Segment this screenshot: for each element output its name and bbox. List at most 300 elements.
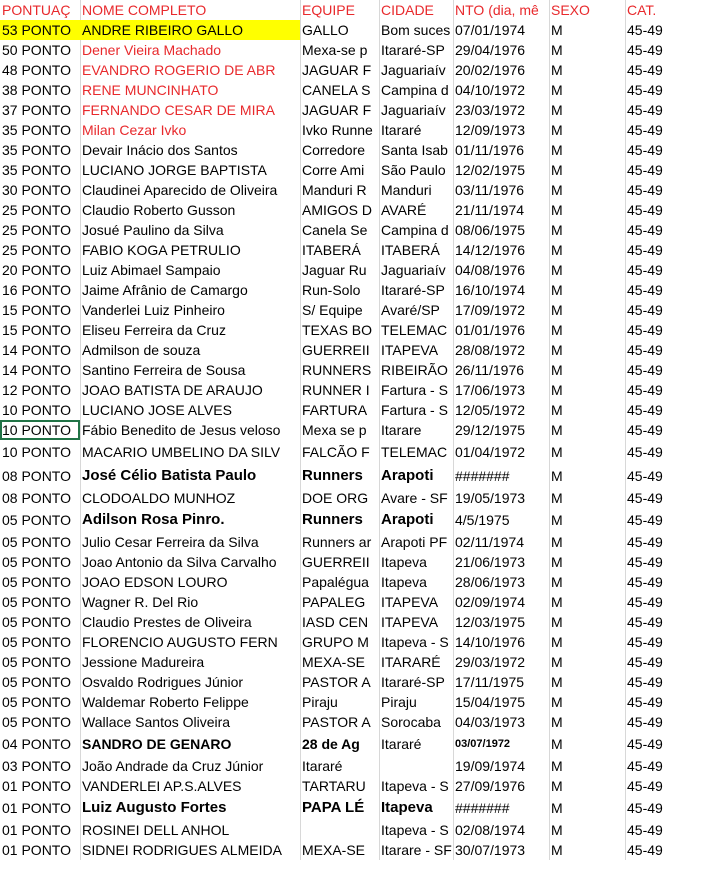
- header-cell-nome[interactable]: NOME COMPLETO: [82, 2, 207, 18]
- city-cell[interactable]: Sorocaba: [381, 714, 441, 730]
- category-cell[interactable]: 45-49: [627, 242, 663, 258]
- category-cell[interactable]: 45-49: [627, 42, 663, 58]
- category-cell[interactable]: 45-49: [627, 82, 663, 98]
- name-cell[interactable]: ANDRE RIBEIRO GALLO: [80, 20, 300, 40]
- points-cell[interactable]: 01 PONTO: [2, 842, 71, 858]
- category-cell[interactable]: 45-49: [627, 102, 663, 118]
- sex-cell[interactable]: M: [551, 102, 563, 118]
- points-cell[interactable]: 14 PONTO: [2, 342, 71, 358]
- birthdate-cell[interactable]: 29/04/1976: [455, 42, 526, 58]
- city-cell[interactable]: ITAPEVA: [381, 594, 439, 610]
- name-cell[interactable]: Admilson de souza: [82, 342, 201, 358]
- name-cell[interactable]: Vanderlei Luiz Pinheiro: [82, 302, 225, 318]
- points-cell[interactable]: 30 PONTO: [2, 182, 71, 198]
- team-cell[interactable]: Corredore: [302, 142, 366, 158]
- points-cell[interactable]: 05 PONTO: [2, 694, 71, 710]
- points-cell[interactable]: 14 PONTO: [2, 362, 71, 378]
- sex-cell[interactable]: M: [551, 714, 563, 730]
- sex-cell[interactable]: M: [551, 758, 563, 774]
- team-cell[interactable]: MEXA-SE: [302, 654, 366, 670]
- table-row: [0, 220, 670, 240]
- team-cell[interactable]: [300, 820, 379, 840]
- sex-cell[interactable]: M: [551, 694, 563, 710]
- city-cell[interactable]: Arapoti: [381, 511, 434, 528]
- category-cell[interactable]: 45-49: [627, 382, 663, 398]
- birthdate-cell[interactable]: 04/10/1972: [455, 82, 526, 98]
- category-cell[interactable]: 45-49: [627, 182, 663, 198]
- city-cell[interactable]: Itapeva - S: [381, 822, 449, 838]
- team-cell[interactable]: RUNNERS: [302, 362, 372, 378]
- table-row: [0, 300, 670, 320]
- birthdate-cell[interactable]: 04/08/1976: [455, 262, 526, 278]
- category-cell[interactable]: 45-49: [627, 468, 663, 484]
- points-cell[interactable]: 05 PONTO: [2, 674, 71, 690]
- city-cell[interactable]: São Paulo: [381, 162, 446, 178]
- points-cell[interactable]: 16 PONTO: [2, 282, 71, 298]
- category-cell[interactable]: 45-49: [627, 222, 663, 238]
- points-cell[interactable]: 20 PONTO: [2, 262, 71, 278]
- city-cell[interactable]: Santa Isab: [381, 142, 448, 158]
- points-cell[interactable]: 08 PONTO: [2, 490, 71, 506]
- table-row: [0, 552, 670, 572]
- team-cell[interactable]: GALLO: [302, 22, 349, 38]
- category-cell[interactable]: 45-49: [627, 842, 663, 858]
- team-cell[interactable]: Manduri R: [302, 182, 367, 198]
- city-cell[interactable]: Itararé-SP: [381, 282, 445, 298]
- points-cell[interactable]: 08 PONTO: [2, 468, 71, 484]
- city-cell[interactable]: Itararé: [381, 736, 422, 752]
- birthdate-cell[interactable]: 16/10/1974: [455, 282, 526, 298]
- points-cell[interactable]: 04 PONTO: [2, 736, 71, 752]
- sex-cell[interactable]: M: [551, 202, 563, 218]
- sex-cell[interactable]: M: [551, 302, 563, 318]
- birthdate-cell[interactable]: 28/08/1972: [455, 342, 526, 358]
- sex-cell[interactable]: M: [551, 512, 563, 528]
- city-cell[interactable]: Itapeva: [381, 574, 427, 590]
- name-cell[interactable]: Osvaldo Rodrigues Júnior: [82, 674, 244, 690]
- name-cell[interactable]: Milan Cezar Ivko: [82, 122, 187, 138]
- team-cell[interactable]: RUNNER I: [302, 382, 370, 398]
- team-cell[interactable]: PAPALEG: [302, 594, 366, 610]
- category-cell[interactable]: 45-49: [627, 800, 663, 816]
- points-cell[interactable]: 35 PONTO: [2, 122, 71, 138]
- category-cell[interactable]: 45-49: [627, 422, 663, 438]
- category-cell[interactable]: 45-49: [627, 22, 663, 38]
- sex-cell[interactable]: M: [551, 222, 563, 238]
- category-cell[interactable]: 45-49: [627, 322, 663, 338]
- name-cell[interactable]: Fábio Benedito de Jesus veloso: [82, 422, 281, 438]
- team-cell[interactable]: Ivko Runne: [302, 122, 373, 138]
- sex-cell[interactable]: M: [551, 594, 563, 610]
- team-cell[interactable]: Jaguar Ru: [302, 262, 367, 278]
- city-cell[interactable]: Campina d: [381, 82, 449, 98]
- city-cell[interactable]: RIBEIRÃO: [381, 362, 448, 378]
- city-cell[interactable]: TELEMAC: [381, 444, 448, 460]
- sex-cell[interactable]: M: [551, 822, 563, 838]
- name-cell[interactable]: SIDNEI RODRIGUES ALMEIDA: [82, 842, 282, 858]
- birthdate-cell[interactable]: 21/06/1973: [455, 554, 526, 570]
- team-cell[interactable]: MEXA-SE: [302, 842, 366, 858]
- name-cell[interactable]: LUCIANO JORGE BAPTISTA: [82, 162, 267, 178]
- sex-cell[interactable]: M: [551, 614, 563, 630]
- team-cell[interactable]: GUERREII: [302, 342, 370, 358]
- category-cell[interactable]: 45-49: [627, 512, 663, 528]
- city-cell[interactable]: Itapeva - S: [381, 778, 449, 794]
- name-cell[interactable]: Claudinei Aparecido de Oliveira: [82, 182, 278, 198]
- sex-cell[interactable]: M: [551, 42, 563, 58]
- name-cell[interactable]: SANDRO DE GENARO: [82, 736, 232, 752]
- sex-cell[interactable]: M: [551, 574, 563, 590]
- points-cell[interactable]: 38 PONTO: [2, 82, 71, 98]
- birthdate-cell[interactable]: 12/03/1975: [455, 614, 526, 630]
- sex-cell[interactable]: M: [551, 22, 563, 38]
- points-cell[interactable]: 50 PONTO: [2, 42, 71, 58]
- city-cell[interactable]: Piraju: [381, 694, 417, 710]
- city-cell[interactable]: Campina d: [381, 222, 449, 238]
- birthdate-cell[interactable]: 12/05/1972: [455, 402, 526, 418]
- city-cell[interactable]: Jaguariaív: [381, 262, 446, 278]
- sex-cell[interactable]: M: [551, 322, 563, 338]
- sex-cell[interactable]: M: [551, 800, 563, 816]
- header-cell-sexo[interactable]: SEXO: [551, 2, 590, 18]
- sex-cell[interactable]: M: [551, 674, 563, 690]
- points-cell[interactable]: 05 PONTO: [2, 512, 71, 528]
- city-cell[interactable]: Fartura - S: [381, 402, 448, 418]
- team-cell[interactable]: AMIGOS D: [302, 202, 373, 218]
- points-cell[interactable]: 01 PONTO: [2, 800, 71, 816]
- city-cell[interactable]: Arapoti: [381, 467, 434, 484]
- category-cell[interactable]: 45-49: [627, 614, 663, 630]
- points-cell[interactable]: 05 PONTO: [2, 714, 71, 730]
- team-cell[interactable]: Runners: [302, 467, 363, 484]
- category-cell[interactable]: 45-49: [627, 594, 663, 610]
- birthdate-cell[interactable]: 01/01/1976: [455, 322, 526, 338]
- header-cell-pontuacao[interactable]: PONTUAÇ: [2, 2, 71, 18]
- team-cell[interactable]: Papalégua: [302, 574, 369, 590]
- city-cell[interactable]: Bom suces: [381, 22, 451, 38]
- city-cell[interactable]: AVARÉ: [381, 202, 427, 218]
- team-cell[interactable]: IASD CEN: [302, 614, 369, 630]
- table-row: [0, 440, 670, 464]
- birthdate-cell[interactable]: 02/09/1974: [455, 594, 526, 610]
- birthdate-cell[interactable]: 08/06/1975: [455, 222, 526, 238]
- birthdate-cell[interactable]: #######: [455, 800, 510, 816]
- name-cell[interactable]: EVANDRO ROGERIO DE ABR: [82, 62, 276, 78]
- category-cell[interactable]: 45-49: [627, 122, 663, 138]
- sex-cell[interactable]: M: [551, 62, 563, 78]
- birthdate-cell[interactable]: 01/04/1972: [455, 444, 526, 460]
- name-cell[interactable]: Luiz Abimael Sampaio: [82, 262, 221, 278]
- team-cell[interactable]: DOE ORG: [302, 490, 369, 506]
- category-cell[interactable]: 45-49: [627, 490, 663, 506]
- city-cell[interactable]: Itararé: [381, 122, 422, 138]
- category-cell[interactable]: 45-49: [627, 694, 663, 710]
- team-cell[interactable]: PASTOR A: [302, 714, 371, 730]
- sex-cell[interactable]: M: [551, 122, 563, 138]
- birthdate-cell[interactable]: 17/11/1975: [455, 674, 525, 690]
- team-cell[interactable]: Canela Se: [302, 222, 368, 238]
- sex-cell[interactable]: M: [551, 654, 563, 670]
- points-cell[interactable]: 15 PONTO: [2, 322, 71, 338]
- table-row: [0, 464, 670, 488]
- category-cell[interactable]: 45-49: [627, 162, 663, 178]
- birthdate-cell[interactable]: 19/09/1974: [455, 758, 526, 774]
- name-cell[interactable]: Adilson Rosa Pinro.: [82, 511, 225, 528]
- category-cell[interactable]: 45-49: [627, 674, 663, 690]
- points-cell[interactable]: 03 PONTO: [2, 758, 71, 774]
- birthdate-cell[interactable]: #######: [455, 468, 510, 484]
- name-cell[interactable]: FABIO KOGA PETRULIO: [82, 242, 241, 258]
- city-cell[interactable]: Arapoti PF: [381, 534, 448, 550]
- name-cell[interactable]: FLORENCIO AUGUSTO FERN: [82, 634, 278, 650]
- birthdate-cell[interactable]: 23/03/1972: [455, 102, 526, 118]
- city-cell[interactable]: ITAPEVA: [381, 614, 439, 630]
- category-cell[interactable]: 45-49: [627, 634, 663, 650]
- category-cell[interactable]: 45-49: [627, 202, 663, 218]
- header-cell-categoria[interactable]: CAT.: [627, 2, 657, 18]
- team-cell[interactable]: TARTARU: [302, 778, 366, 794]
- city-cell[interactable]: Jaguariaív: [381, 62, 446, 78]
- name-cell[interactable]: Josué Paulino da Silva: [82, 222, 224, 238]
- sex-cell[interactable]: M: [551, 262, 563, 278]
- name-cell[interactable]: Wallace Santos Oliveira: [82, 714, 231, 730]
- sex-cell[interactable]: M: [551, 490, 563, 506]
- name-cell[interactable]: MACARIO UMBELINO DA SILV: [82, 444, 281, 460]
- name-cell[interactable]: Santino Ferreira de Sousa: [82, 362, 246, 378]
- category-cell[interactable]: 45-49: [627, 282, 663, 298]
- name-cell[interactable]: Jessione Madureira: [82, 654, 205, 670]
- team-cell[interactable]: TEXAS BO: [302, 322, 373, 338]
- city-cell[interactable]: ITAPEVA: [381, 342, 439, 358]
- name-cell[interactable]: VANDERLEI AP.S.ALVES: [82, 778, 242, 794]
- points-cell[interactable]: 53 PONTO: [0, 20, 80, 40]
- city-cell[interactable]: Itararé-SP: [381, 42, 445, 58]
- points-cell[interactable]: 25 PONTO: [2, 222, 71, 238]
- sex-cell[interactable]: M: [551, 402, 563, 418]
- birthdate-cell[interactable]: 26/11/1976: [455, 362, 525, 378]
- points-cell[interactable]: 01 PONTO: [2, 778, 71, 794]
- sex-cell[interactable]: M: [551, 162, 563, 178]
- team-cell[interactable]: Runners ar: [302, 534, 372, 550]
- points-cell[interactable]: 10 PONTO: [2, 402, 71, 418]
- points-cell[interactable]: 25 PONTO: [2, 202, 71, 218]
- name-cell[interactable]: Julio Cesar Ferreira da Silva: [82, 534, 259, 550]
- points-cell[interactable]: 10 PONTO: [0, 420, 80, 440]
- category-cell[interactable]: 45-49: [627, 62, 663, 78]
- points-cell[interactable]: 05 PONTO: [2, 654, 71, 670]
- birthdate-cell[interactable]: 17/09/1972: [455, 302, 526, 318]
- team-cell[interactable]: Piraju: [302, 694, 338, 710]
- category-cell[interactable]: 45-49: [627, 778, 663, 794]
- points-cell[interactable]: 15 PONTO: [2, 302, 71, 318]
- birthdate-cell[interactable]: 29/12/1975: [455, 422, 526, 438]
- birthdate-cell[interactable]: 03/11/1976: [455, 182, 525, 198]
- team-cell[interactable]: CANELA S: [302, 82, 371, 98]
- sex-cell[interactable]: M: [551, 534, 563, 550]
- sex-cell[interactable]: M: [551, 468, 563, 484]
- team-cell[interactable]: Run-Solo: [302, 282, 361, 298]
- name-cell[interactable]: Claudio Prestes de Oliveira: [82, 614, 252, 630]
- city-cell[interactable]: Jaguariaív: [381, 102, 446, 118]
- sex-cell[interactable]: M: [551, 422, 563, 438]
- birthdate-cell[interactable]: 28/06/1973: [455, 574, 526, 590]
- points-cell[interactable]: 01 PONTO: [2, 822, 71, 838]
- name-cell[interactable]: Eliseu Ferreira da Cruz: [82, 322, 226, 338]
- team-cell[interactable]: Mexa se p: [302, 422, 367, 438]
- name-cell[interactable]: Joao Antonio da Silva Carvalho: [82, 554, 277, 570]
- city-cell[interactable]: Avaré/SP: [381, 302, 440, 318]
- name-cell[interactable]: CLODOALDO MUNHOZ: [82, 490, 236, 506]
- name-cell[interactable]: JOAO EDSON LOURO: [82, 574, 228, 590]
- points-cell[interactable]: 05 PONTO: [2, 634, 71, 650]
- points-cell[interactable]: 35 PONTO: [2, 162, 71, 178]
- sex-cell[interactable]: M: [551, 634, 563, 650]
- category-cell[interactable]: 45-49: [627, 822, 663, 838]
- category-cell[interactable]: 45-49: [627, 554, 663, 570]
- points-cell[interactable]: 25 PONTO: [2, 242, 71, 258]
- name-cell[interactable]: José Célio Batista Paulo: [82, 467, 257, 484]
- sex-cell[interactable]: M: [551, 182, 563, 198]
- sex-cell[interactable]: M: [551, 142, 563, 158]
- category-cell[interactable]: 45-49: [627, 758, 663, 774]
- sex-cell[interactable]: M: [551, 382, 563, 398]
- city-cell[interactable]: Manduri: [381, 182, 432, 198]
- team-cell[interactable]: Mexa-se p: [302, 42, 368, 58]
- points-cell[interactable]: 05 PONTO: [2, 574, 71, 590]
- birthdate-cell[interactable]: 17/06/1973: [455, 382, 526, 398]
- category-cell[interactable]: 45-49: [627, 654, 663, 670]
- points-cell[interactable]: 05 PONTO: [2, 614, 71, 630]
- sex-cell[interactable]: M: [551, 778, 563, 794]
- team-cell[interactable]: Itararé: [302, 758, 343, 774]
- birthdate-cell[interactable]: 19/05/1973: [455, 490, 526, 506]
- name-cell[interactable]: Jaime Afrânio de Camargo: [82, 282, 248, 298]
- birthdate-cell[interactable]: 21/11/1974: [455, 202, 525, 218]
- points-cell[interactable]: 10 PONTO: [2, 444, 71, 460]
- city-cell[interactable]: TELEMAC: [381, 322, 448, 338]
- table-row: [0, 420, 670, 440]
- name-cell[interactable]: Wagner R. Del Rio: [82, 594, 199, 610]
- name-cell[interactable]: Waldemar Roberto Felippe: [82, 694, 249, 710]
- sex-cell[interactable]: M: [551, 242, 563, 258]
- team-cell[interactable]: FALCÃO F: [302, 444, 370, 460]
- category-cell[interactable]: 45-49: [627, 444, 663, 460]
- category-cell[interactable]: 45-49: [627, 574, 663, 590]
- team-cell[interactable]: Corre Ami: [302, 162, 365, 178]
- category-cell[interactable]: 45-49: [627, 402, 663, 418]
- points-cell[interactable]: 37 PONTO: [2, 102, 71, 118]
- team-cell[interactable]: Runners: [302, 511, 363, 528]
- team-cell[interactable]: GRUPO M: [302, 634, 369, 650]
- city-cell[interactable]: Itapeva: [381, 554, 427, 570]
- team-cell[interactable]: JAGUAR F: [302, 62, 372, 78]
- city-cell[interactable]: Fartura - S: [381, 382, 448, 398]
- sex-cell[interactable]: M: [551, 842, 563, 858]
- city-cell[interactable]: ITARARÉ: [381, 654, 441, 670]
- name-cell[interactable]: Luiz Augusto Fortes: [82, 799, 227, 816]
- birthdate-cell[interactable]: 01/11/1976: [455, 142, 525, 158]
- city-cell[interactable]: Itarare: [381, 422, 422, 438]
- team-cell[interactable]: S/ Equipe: [302, 302, 363, 318]
- name-cell[interactable]: LUCIANO JOSE ALVES: [82, 402, 232, 418]
- team-cell[interactable]: 28 de Ag: [302, 736, 360, 752]
- birthdate-cell[interactable]: 20/02/1976: [455, 62, 526, 78]
- sex-cell[interactable]: M: [551, 554, 563, 570]
- team-cell[interactable]: PAPA LÉ: [302, 799, 365, 816]
- name-cell[interactable]: Claudio Roberto Gusson: [82, 202, 236, 218]
- category-cell[interactable]: 45-49: [627, 342, 663, 358]
- header-cell-equipe[interactable]: EQUIPE: [302, 2, 355, 18]
- header-cell-cidade[interactable]: CIDADE: [381, 2, 434, 18]
- sex-cell[interactable]: M: [551, 82, 563, 98]
- points-cell[interactable]: 12 PONTO: [2, 382, 71, 398]
- city-cell[interactable]: Avare - SF: [381, 490, 448, 506]
- points-cell[interactable]: 35 PONTO: [2, 142, 71, 158]
- city-cell[interactable]: ITABERÁ: [381, 242, 440, 258]
- team-cell[interactable]: GUERREII: [302, 554, 370, 570]
- sex-cell[interactable]: M: [551, 736, 563, 752]
- points-cell[interactable]: 05 PONTO: [2, 534, 71, 550]
- category-cell[interactable]: 45-49: [627, 262, 663, 278]
- header-cell-nascimento[interactable]: NTO (dia, mê: [455, 2, 539, 18]
- name-cell[interactable]: ROSINEI DELL ANHOL: [82, 822, 230, 838]
- birthdate-cell[interactable]: 02/11/1974: [455, 534, 525, 550]
- birthdate-cell[interactable]: 04/03/1973: [455, 714, 526, 730]
- birthdate-cell[interactable]: 15/04/1975: [455, 694, 526, 710]
- birthdate-cell[interactable]: 02/08/1974: [455, 822, 526, 838]
- team-cell[interactable]: JAGUAR F: [302, 102, 372, 118]
- city-cell[interactable]: Itarare - SF: [381, 842, 452, 858]
- sex-cell[interactable]: M: [551, 362, 563, 378]
- name-cell[interactable]: JOAO BATISTA DE ARAUJO: [82, 382, 263, 398]
- name-cell[interactable]: RENE MUNCINHATO: [82, 82, 219, 98]
- city-cell[interactable]: Itapeva: [381, 799, 433, 816]
- category-cell[interactable]: 45-49: [627, 142, 663, 158]
- name-cell[interactable]: Devair Inácio dos Santos: [82, 142, 238, 158]
- birthdate-cell[interactable]: 12/09/1973: [455, 122, 526, 138]
- team-cell[interactable]: PASTOR A: [302, 674, 371, 690]
- category-cell[interactable]: 45-49: [627, 302, 663, 318]
- birthdate-cell[interactable]: 27/09/1976: [455, 778, 526, 794]
- sex-cell[interactable]: M: [551, 444, 563, 460]
- birthdate-cell[interactable]: 4/5/1975: [455, 512, 510, 528]
- category-cell[interactable]: 45-49: [627, 736, 663, 752]
- city-cell[interactable]: Itararé-SP: [381, 674, 445, 690]
- category-cell[interactable]: 45-49: [627, 714, 663, 730]
- points-cell[interactable]: 05 PONTO: [2, 554, 71, 570]
- team-cell[interactable]: FARTURA: [302, 402, 368, 418]
- birthdate-cell[interactable]: 14/10/1976: [455, 634, 526, 650]
- birthdate-cell[interactable]: 29/03/1972: [455, 654, 526, 670]
- sex-cell[interactable]: M: [551, 342, 563, 358]
- city-cell[interactable]: Itapeva - S: [381, 634, 449, 650]
- birthdate-cell[interactable]: 07/01/1974: [455, 22, 526, 38]
- category-cell[interactable]: 45-49: [627, 534, 663, 550]
- birthdate-cell[interactable]: 14/12/1976: [455, 242, 526, 258]
- birthdate-cell[interactable]: 12/02/1975: [455, 162, 526, 178]
- sex-cell[interactable]: M: [551, 282, 563, 298]
- name-cell[interactable]: Dener Vieira Machado: [82, 42, 222, 58]
- table-row: [0, 840, 670, 860]
- team-cell[interactable]: ITABERÁ: [302, 242, 361, 258]
- birthdate-cell[interactable]: 30/07/1973: [455, 842, 526, 858]
- name-cell[interactable]: FERNANDO CESAR DE MIRA: [82, 102, 275, 118]
- birthdate-cell[interactable]: 03/07/1972: [455, 738, 511, 750]
- points-cell[interactable]: 05 PONTO: [2, 594, 71, 610]
- category-cell[interactable]: 45-49: [627, 362, 663, 378]
- name-cell[interactable]: João Andrade da Cruz Júnior: [82, 758, 264, 774]
- points-cell[interactable]: 48 PONTO: [2, 62, 71, 78]
